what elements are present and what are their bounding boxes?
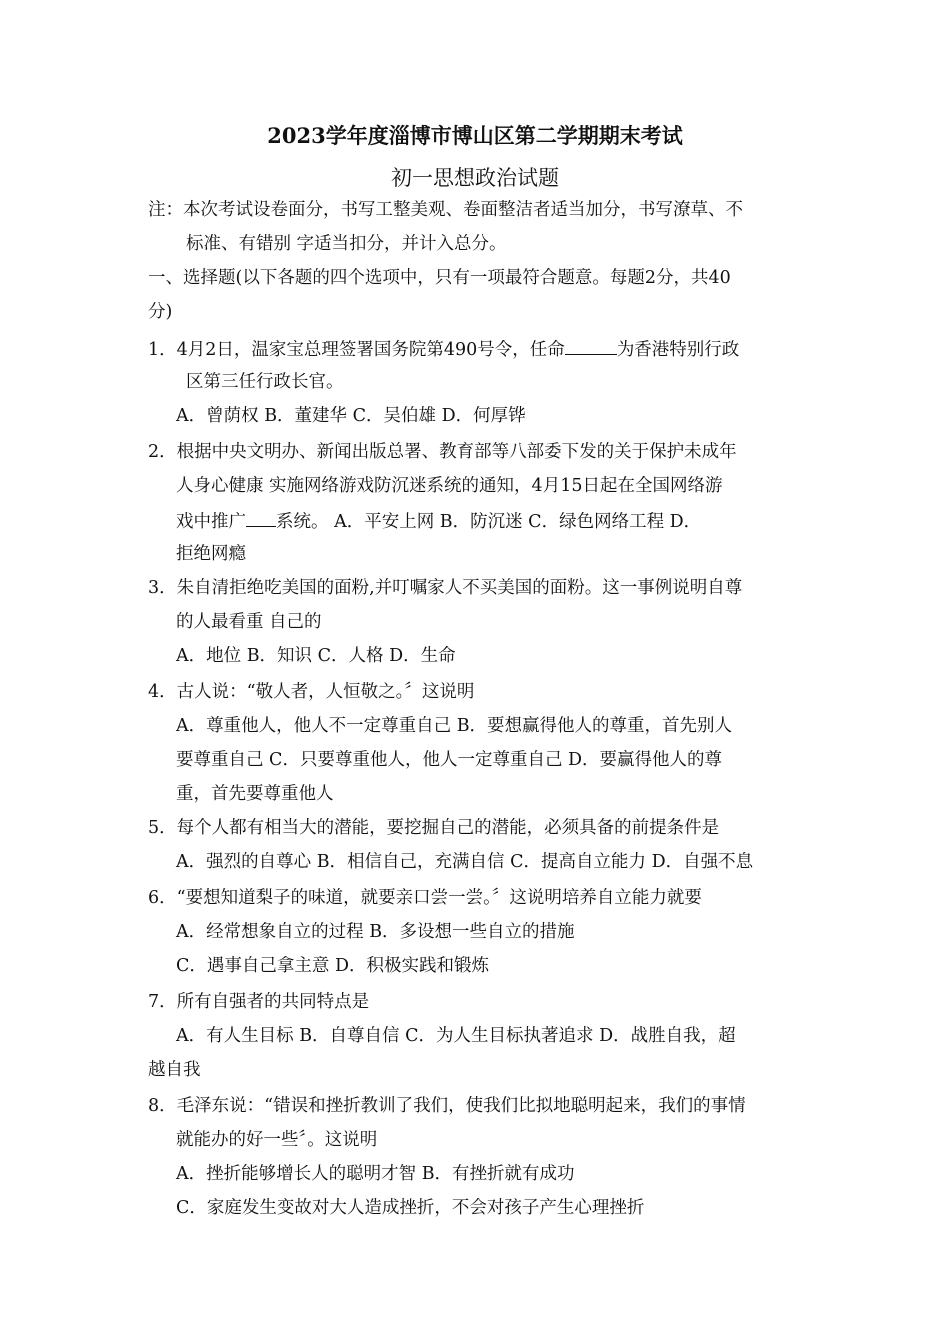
question-6-options-1: A．经常想象自立的过程 B．多设想一些自立的措施 (176, 922, 575, 942)
answer-blank (246, 508, 276, 527)
question-6-options-2: C．遇事自己拿主意 D．积极实践和锻炼 (176, 956, 489, 976)
question-1-stem (148, 336, 739, 362)
question-2-stem: 2．根据中央文明办、新闻出版总署、教育部等八部委下发的关于保护未成年 (148, 442, 737, 462)
question-7-options-cont: 越自我 (148, 1060, 201, 1080)
question-2-stem-options (176, 508, 701, 534)
question-4-stem: 4．古人说：“敬人者，人恒敬之。〞这说明 (148, 682, 475, 702)
question-3-stem-cont: 的人最看重 自己的 (176, 612, 322, 632)
question-1-options: A．曾荫权 B．董建华 C．吴伯雄 D．何厚铧 (176, 406, 526, 426)
answer-blank (565, 336, 617, 355)
section-heading-line-2: 分) (148, 302, 173, 322)
question-8-stem-cont: 就能办的好一些〞。这说明 (176, 1130, 378, 1150)
question-1-stem-pre: 1．4月2日，温家宝总理签署国务院第490号令，任命 (148, 340, 565, 360)
question-2-stem-cont: 人身心健康 实施网络游戏防沉迷系统的通知，4月15日起在全国网络游 (176, 476, 723, 496)
question-2-option-d: 拒绝网瘾 (176, 544, 246, 564)
note-line-2: 标准、有错别 字适当扣分，并计入总分。 (186, 234, 507, 254)
question-1-stem-cont: 区第三任行政长官。 (186, 372, 344, 392)
question-2-post: 系统。 A．平安上网 B．防沉迷 C．绿色网络工程 D． (276, 512, 702, 532)
question-4-options-3: 重，首先要尊重他人 (176, 784, 334, 804)
question-3-options: A．地位 B．知识 C．人格 D．生命 (176, 646, 456, 666)
question-6-stem: 6．“要想知道梨子的味道，就要亲口尝一尝。〞这说明培养自立能力就要 (148, 888, 702, 908)
section-heading-line-1: 一、选择题(以下各题的四个选项中，只有一项最符合题意。每题2分，共40 (148, 268, 731, 288)
question-8-options-2: C．家庭发生变故对大人造成挫折，不会对孩子产生心理挫折 (176, 1198, 645, 1218)
question-8-stem: 8．毛泽东说：“错误和挫折教训了我们，使我们比拟地聪明起来，我们的事情 (148, 1096, 746, 1116)
question-4-options-1: A．尊重他人，他人不一定尊重自己 B．要想赢得他人的尊重，首先别人 (176, 716, 733, 736)
question-7-options: A．有人生目标 B．自尊自信 C．为人生目标执著追求 D．战胜自我，超 (176, 1026, 736, 1046)
question-3-stem: 3．朱自清拒绝吃美国的面粉,并叮嘱家人不买美国的面粉。这一事例说明自尊 (148, 578, 743, 598)
question-5-options: A．强烈的自尊心 B．相信自己，充满自信 C．提高自立能力 D．自强不息 (176, 852, 754, 872)
question-2-pre: 戏中推广 (176, 512, 246, 532)
exam-title: 2023学年度淄博市博山区第二学期期末考试 (267, 123, 683, 148)
exam-subtitle: 初一思想政治试题 (391, 166, 559, 190)
question-8-options-1: A．挫折能够增长人的聪明才智 B．有挫折就有成功 (176, 1164, 575, 1184)
question-1-stem-post: 为香港特别行政 (616, 340, 740, 360)
question-4-options-2: 要尊重自己 C．只要尊重他人，他人一定尊重自己 D．要赢得他人的尊 (176, 750, 723, 770)
question-7-stem: 7．所有自强者的共同特点是 (148, 992, 370, 1012)
note-line-1: 注：本次考试设卷面分，书写工整美观、卷面整洁者适当加分，书写潦草、不 (148, 200, 743, 220)
question-5-stem: 5．每个人都有相当大的潜能，要挖掘自己的潜能，必须具备的前提条件是 (148, 818, 720, 838)
